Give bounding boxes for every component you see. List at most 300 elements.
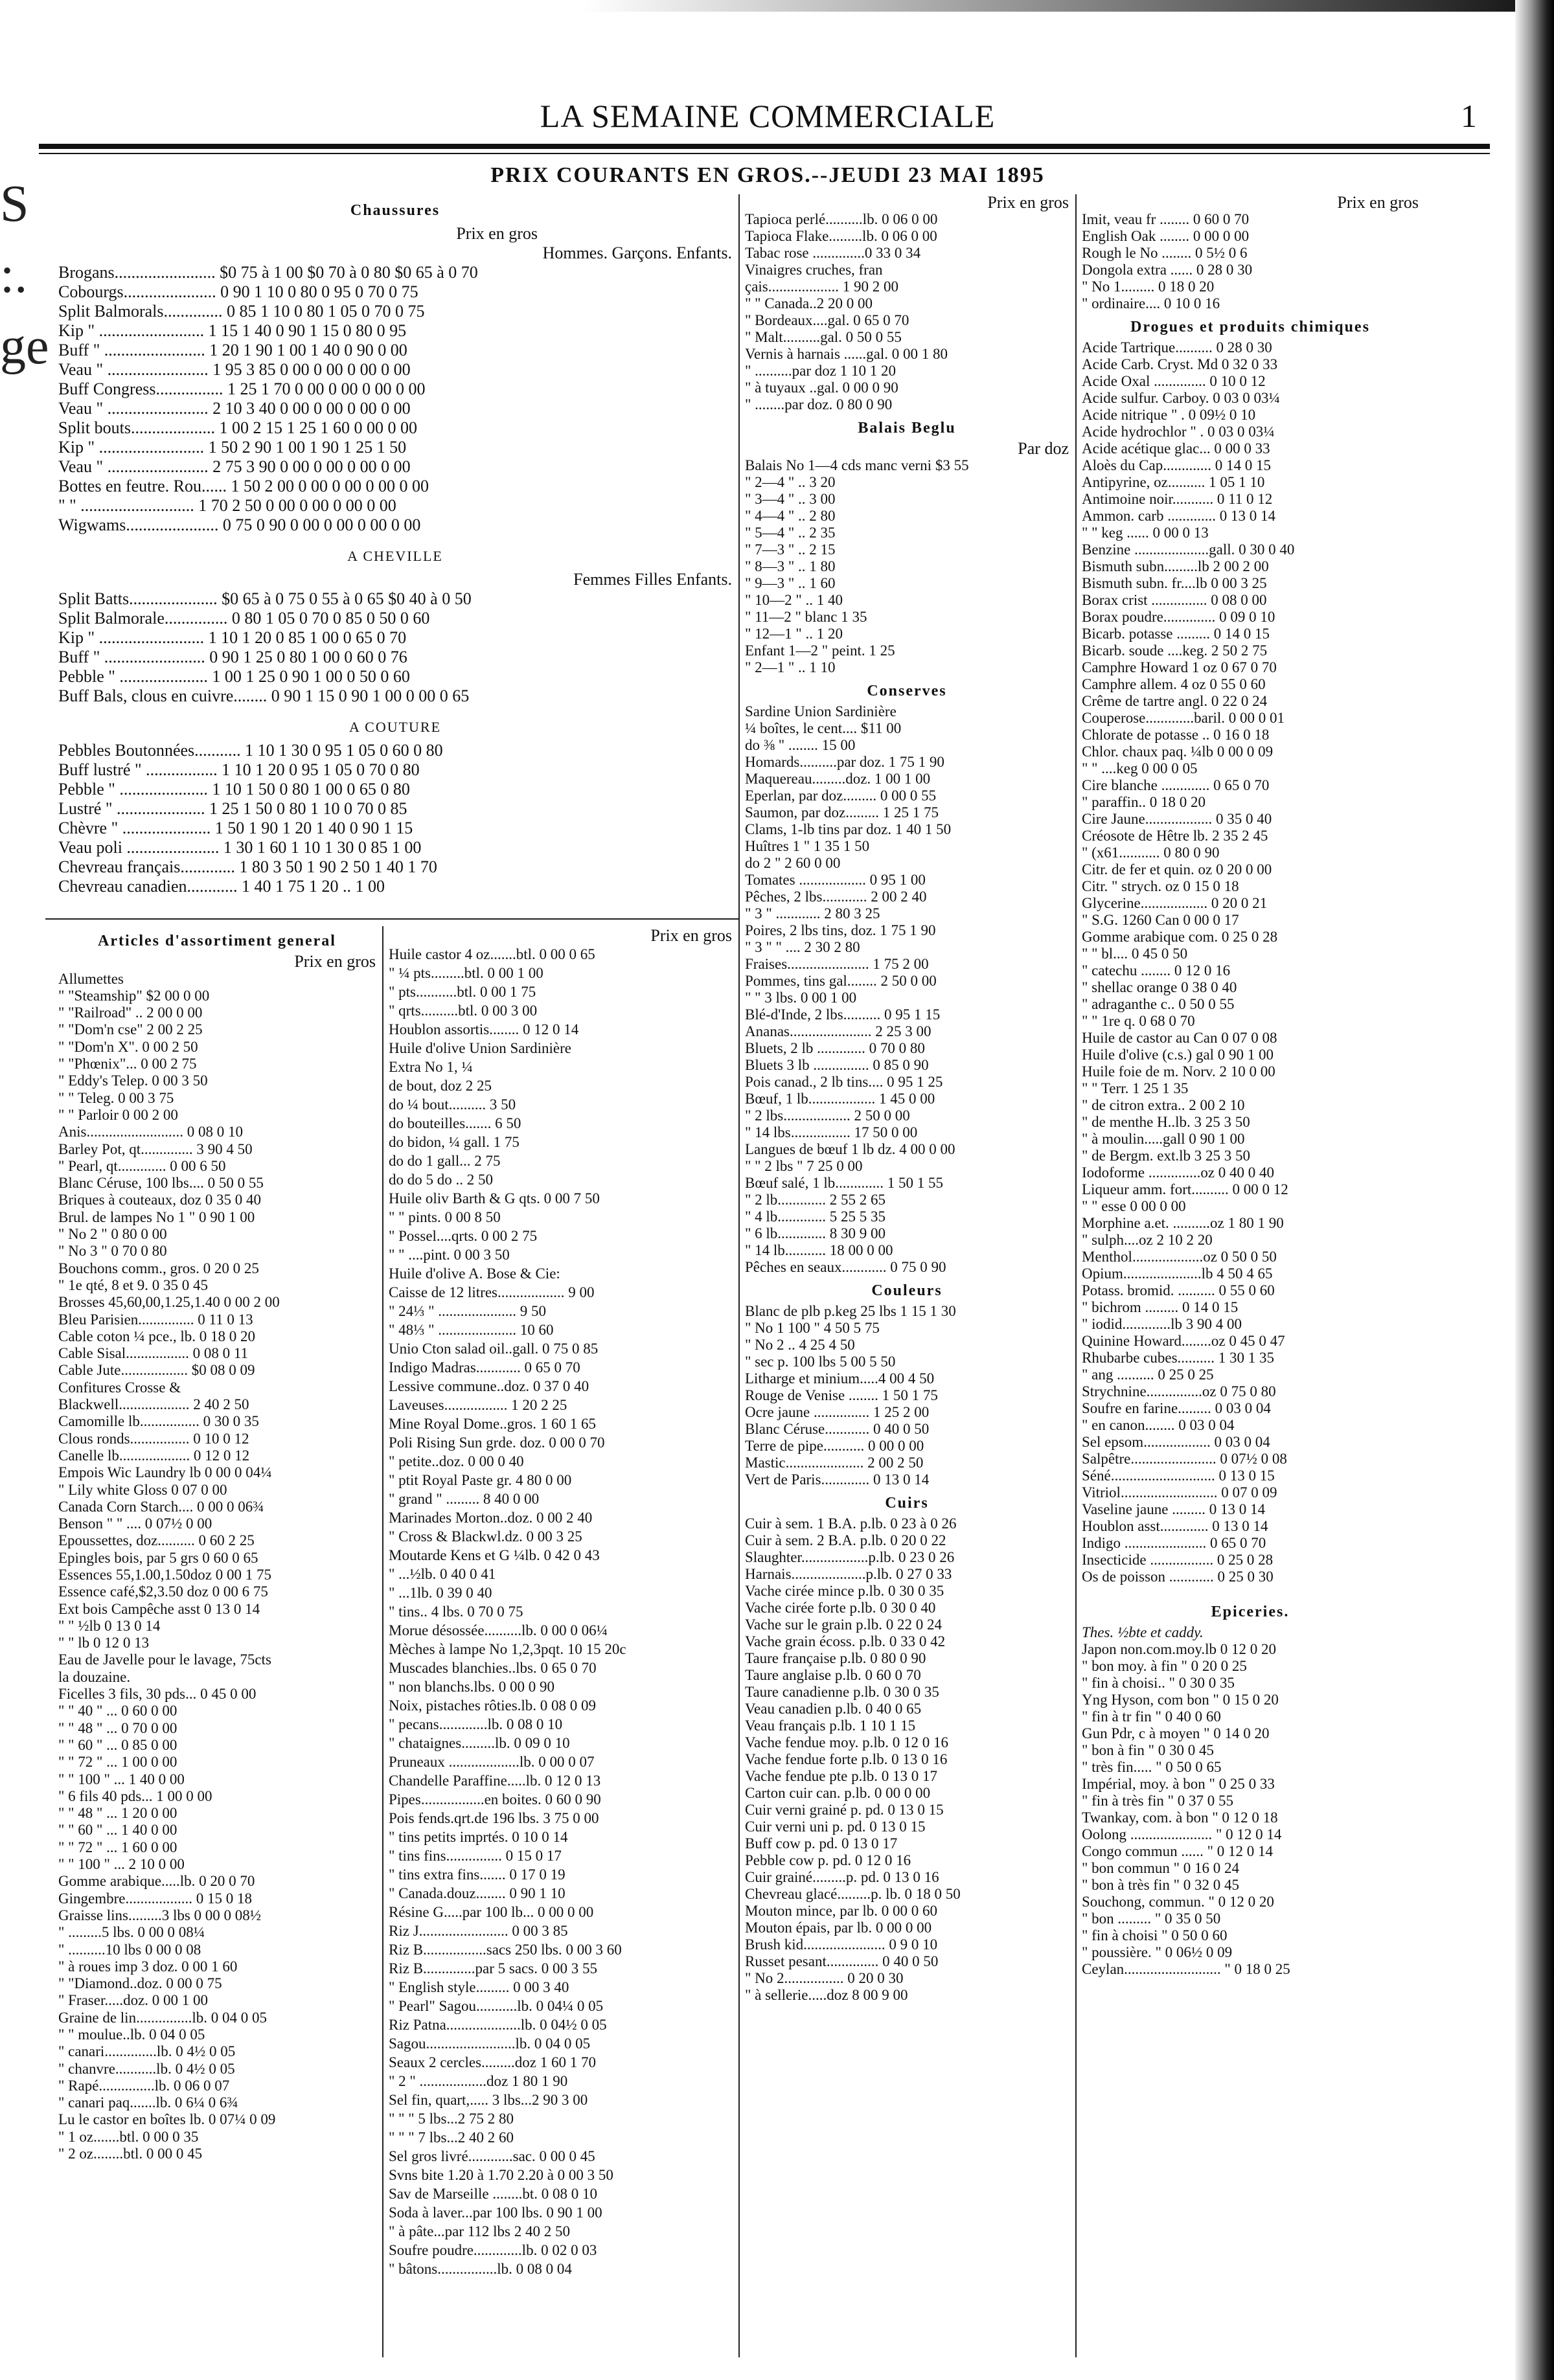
general-price-header: Prix en gros xyxy=(294,952,376,971)
price-row: Gingembre.................. 0 15 0 18 xyxy=(58,1890,252,1907)
price-row: " " 48 " ... 0 70 0 00 xyxy=(58,1719,177,1736)
price-row: " bon commun " 0 16 0 24 xyxy=(1082,1860,1240,1876)
column-divider-1 xyxy=(738,194,740,2357)
price-row: Slaughter..................p.lb. 0 23 0 26 xyxy=(745,1549,955,1565)
price-row: Clams, 1-lb tins par doz. 1 40 1 50 xyxy=(745,821,952,837)
price-row: Veau canadien p.lb. 0 40 0 65 xyxy=(745,1701,922,1717)
price-row: " bichrom ......... 0 14 0 15 xyxy=(1082,1299,1239,1315)
price-row: Bleu Parisien............... 0 11 0 13 xyxy=(58,1311,253,1328)
page-binding-edge xyxy=(1515,0,1554,2380)
price-row: Veau " ........................ 1 95 3 85 0 00 0 00 0 00 0 00 xyxy=(58,360,411,379)
price-row: do do 5 do .. 2 50 xyxy=(389,1172,493,1188)
price-row: Homards..........par doz. 1 75 1 90 xyxy=(745,754,944,770)
header-rule-thick xyxy=(39,144,1490,149)
price-row: " ..........10 lbs 0 00 0 08 xyxy=(58,1941,201,1958)
price-row: " ........par doz. 0 80 0 90 xyxy=(745,396,893,413)
price-row: Glycerine.................. 0 20 0 21 xyxy=(1082,895,1268,911)
price-row: Pebbles Boutonnées........... 1 10 1 30 0 95 1 05 0 60 0 80 xyxy=(58,741,443,760)
price-row: Veau français p.lb. 1 10 1 15 xyxy=(745,1717,916,1734)
price-row: " 4—4 " .. 2 80 xyxy=(745,508,836,524)
price-row: Mouton épais, par lb. 0 00 0 00 xyxy=(745,1920,932,1936)
price-row: Confitures Crosse & xyxy=(58,1379,181,1396)
price-row: " 2 oz........btl. 0 00 0 45 xyxy=(58,2146,203,2162)
price-row: Lessive commune..doz. 0 37 0 40 xyxy=(389,1378,589,1394)
section-title-general: Articles d'assortiment general xyxy=(98,933,336,949)
price-row: " à sellerie.....doz 8 00 9 00 xyxy=(745,1987,908,2003)
price-row: Cuir à sem. 2 B.A. p.lb. 0 20 0 22 xyxy=(745,1532,946,1548)
price-row: " "Dom'n X". 0 00 2 50 xyxy=(58,1038,198,1055)
price-row: " Malt..........gal. 0 50 0 55 xyxy=(745,329,902,345)
price-row: Résine G.....par 100 lb... 0 00 0 00 xyxy=(389,1904,594,1920)
price-row: Yng Hyson, com bon " 0 15 0 20 xyxy=(1082,1692,1279,1708)
section-title-cuirs: Cuirs xyxy=(885,1495,929,1512)
price-row: " shellac orange 0 38 0 40 xyxy=(1082,979,1237,995)
price-row: " .........5 lbs. 0 00 0 08¼ xyxy=(58,1924,205,1941)
price-row: Vert de Paris............. 0 13 0 14 xyxy=(745,1471,930,1488)
col2-rows xyxy=(389,945,732,2278)
price-row: " ptit Royal Paste gr. 4 80 0 00 xyxy=(389,1472,572,1488)
price-row: " (x61........... 0 80 0 90 xyxy=(1082,844,1220,861)
price-row: Chlor. chaux paq. ¼lb 0 00 0 09 xyxy=(1082,743,1274,760)
price-row: " bâtons................lb. 0 08 0 04 xyxy=(389,2261,572,2277)
price-row: Tapioca Flake.........lb. 0 06 0 00 xyxy=(745,228,937,244)
price-row: " chanvre...........lb. 0 4½ 0 05 xyxy=(58,2060,235,2077)
price-row: Japon non.com.moy.lb 0 12 0 20 xyxy=(1082,1641,1277,1657)
price-row: Indigo ...................... 0 65 0 70 xyxy=(1082,1535,1266,1551)
price-row: Rouge de Venise ........ 1 50 1 75 xyxy=(745,1387,938,1403)
price-row: " 3—4 " .. 3 00 xyxy=(745,491,836,507)
price-row: Iodoforme ..............oz 0 40 0 40 xyxy=(1082,1164,1275,1181)
price-row: Mastic..................... 2 00 2 50 xyxy=(745,1455,924,1471)
cheville-rows xyxy=(58,589,732,706)
prices-heading: PRIX COURANTS EN GROS.--JEUDI 23 MAI 1895 xyxy=(490,163,1045,187)
price-row: Moutarde Kens et G ¼lb. 0 42 0 43 xyxy=(389,1547,600,1563)
price-row: Pêches, 2 lbs............ 2 00 2 40 xyxy=(745,889,927,905)
price-row: Enfant 1—2 " peint. 1 25 xyxy=(745,642,895,659)
col3-top-rows xyxy=(745,211,1069,413)
price-row: Brul. de lampes No 1 " 0 90 1 00 xyxy=(58,1208,255,1225)
col4-top-rows xyxy=(1082,211,1419,312)
section-title-shoes: Chaussures xyxy=(350,202,440,219)
price-row: Graisse lins.........3 lbs 0 00 0 08½ xyxy=(58,1907,262,1923)
price-row: " 14 lb........... 18 00 0 00 xyxy=(745,1242,893,1258)
price-row: Benson " " .... 0 07½ 0 00 xyxy=(58,1515,212,1532)
price-row: Borax poudre.............. 0 09 0 10 xyxy=(1082,609,1275,625)
price-row: Pommes, tins gal........ 2 50 0 00 xyxy=(745,973,937,989)
price-row: " "Dom'n cse" 2 00 2 25 xyxy=(58,1021,203,1038)
price-row: " canari..............lb. 0 4½ 0 05 xyxy=(58,2043,236,2060)
price-row: Buff cow p. pd. 0 13 0 17 xyxy=(745,1835,898,1852)
price-row: " " ½lb 0 13 0 14 xyxy=(58,1617,161,1634)
price-row: Impérial, moy. à bon " 0 25 0 33 xyxy=(1082,1776,1275,1792)
price-row: Cable Jute.................. $0 08 0 09 xyxy=(58,1362,255,1379)
price-row: Sel gros livré............sac. 0 00 0 45 xyxy=(389,2148,595,2164)
price-row: " " 40 " ... 0 60 0 00 xyxy=(58,1703,177,1719)
price-row: Taure française p.lb. 0 80 0 90 xyxy=(745,1650,926,1666)
price-row: Bismuth subn.........lb 2 00 2 00 xyxy=(1082,558,1269,574)
price-row: Veau " ........................ 2 75 3 90 0 00 0 00 0 00 0 00 xyxy=(58,457,411,476)
epiceries-subtitle: Thes. ½bte et caddy. xyxy=(1082,1624,1204,1640)
price-row: Cable coton ¼ pce., lb. 0 18 0 20 xyxy=(58,1328,256,1344)
price-row: Saumon, par doz......... 1 25 1 75 xyxy=(745,804,939,821)
price-row: Pebble " ..................... 1 00 1 25 0 90 1 00 0 50 0 60 xyxy=(58,667,410,686)
price-row: Opium.....................lb 4 50 4 65 xyxy=(1082,1265,1273,1282)
price-row: Vinaigres cruches, fran xyxy=(745,262,883,278)
price-row: Menthol...................oz 0 50 0 50 xyxy=(1082,1249,1277,1265)
price-row: Couperose.............baril. 0 00 0 01 xyxy=(1082,710,1285,726)
price-row: Soda à laver...par 100 lbs. 0 90 1 00 xyxy=(389,2204,602,2221)
price-row: Carton cuir can. p.lb. 0 00 0 00 xyxy=(745,1785,931,1801)
price-row: ¼ boîtes, le cent.... $11 00 xyxy=(745,720,902,736)
price-row: Riz J........................ 0 00 3 85 xyxy=(389,1923,568,1939)
price-row: " de menthe H..lb. 3 25 3 50 xyxy=(1082,1114,1250,1130)
price-row: Benzine ....................gall. 0 30 0 40 xyxy=(1082,541,1295,558)
price-row: Caisse de 12 litres.................. 9 00 xyxy=(389,1284,595,1300)
price-row: " fin à très fin " 0 37 0 55 xyxy=(1082,1793,1234,1809)
price-row: " English style......... 0 00 3 40 xyxy=(389,1979,569,1995)
price-row: " en canon........ 0 03 0 04 xyxy=(1082,1417,1235,1433)
price-row: " 9—3 " .. 1 60 xyxy=(745,575,836,591)
price-row: " ¼ pts.........btl. 0 00 1 00 xyxy=(389,965,543,981)
price-row: " Bordeaux....gal. 0 65 0 70 xyxy=(745,312,909,328)
price-row: Chèvre " ..................... 1 50 1 90 1 20 1 40 0 90 1 15 xyxy=(58,819,413,837)
price-row: Soufre en farine......... 0 03 0 04 xyxy=(1082,1400,1271,1416)
price-row: " " 60 " ... 1 40 0 00 xyxy=(58,1822,177,1839)
masthead xyxy=(39,97,1496,136)
scan-edge-artifact xyxy=(583,0,1554,12)
price-row: Antipyrine, oz.......... 1 05 1 10 xyxy=(1082,474,1265,490)
couture-rows xyxy=(58,741,732,896)
cheville-column-header: Femmes Filles Enfants. xyxy=(573,570,732,589)
price-row: Pois canad., 2 lb tins.... 0 95 1 25 xyxy=(745,1074,943,1090)
price-row: Acide acétique glac... 0 00 0 33 xyxy=(1082,440,1270,457)
price-row: " iodid.............lb 3 90 4 00 xyxy=(1082,1316,1242,1332)
price-row: Bicarb. potasse ......... 0 14 0 15 xyxy=(1082,626,1270,642)
price-row: Split Balmorale............... 0 80 1 05 0 70 0 85 0 50 0 60 xyxy=(58,609,430,628)
price-row: Bœuf salé, 1 lb............. 1 50 1 55 xyxy=(745,1175,944,1191)
price-row: Potass. bromid. .......... 0 55 0 60 xyxy=(1082,1282,1275,1298)
price-row: Split Balmorals.............. 0 85 1 10 0 80 1 05 0 70 0 75 xyxy=(58,302,425,321)
price-row: la douzaine. xyxy=(58,1668,131,1685)
price-row: Ficelles 3 fils, 30 pds... 0 45 0 00 xyxy=(58,1686,257,1703)
price-row: Huile foie de m. Norv. 2 10 0 00 xyxy=(1082,1063,1275,1080)
price-row: Veau " ........................ 2 10 3 40 0 00 0 00 0 00 0 00 xyxy=(58,399,411,418)
price-row: Svns bite 1.20 à 1.70 2.20 à 0 00 3 50 xyxy=(389,2167,613,2183)
price-row: Camphre Howard 1 oz 0 67 0 70 xyxy=(1082,659,1277,675)
price-row: " " 100 " ... 2 10 0 00 xyxy=(58,1856,185,1873)
price-row: " de Bergm. ext.lb 3 25 3 50 xyxy=(1082,1148,1251,1164)
price-row: " petite..doz. 0 00 0 40 xyxy=(389,1453,524,1469)
price-row: " catechu ........ 0 12 0 16 xyxy=(1082,962,1231,979)
price-row: " " Canada..2 20 0 00 xyxy=(745,295,873,312)
price-row: Graine de lin...............lb. 0 04 0 05 xyxy=(58,2009,267,2026)
page-number: 1 xyxy=(1461,98,1477,134)
price-row: Citr. de fer et quin. oz 0 20 0 00 xyxy=(1082,861,1272,878)
price-row: Wigwams...................... 0 75 0 90 0 00 0 00 0 00 0 00 xyxy=(58,516,421,534)
price-row: " Canada.douz........ 0 90 1 10 xyxy=(389,1885,566,1901)
conserves-rows xyxy=(745,703,1069,1276)
price-row: Taure anglaise p.lb. 0 60 0 70 xyxy=(745,1667,921,1683)
price-row: " de citron extra.. 2 00 2 10 xyxy=(1082,1097,1245,1113)
price-row: " " 1re q. 0 68 0 70 xyxy=(1082,1013,1195,1029)
price-row: Buff lustré " ................. 1 10 1 20 0 95 1 05 0 70 0 80 xyxy=(58,760,420,779)
col4-price-header: Prix en gros xyxy=(1337,193,1419,212)
price-row: Poires, 2 lbs tins, doz. 1 75 1 90 xyxy=(745,922,936,938)
shoes-price-header: Prix en gros xyxy=(456,224,538,243)
price-row: " " esse 0 00 0 00 xyxy=(1082,1198,1186,1214)
price-row: Riz B..............par 5 sacs. 0 00 3 55 xyxy=(389,1960,597,1977)
price-row: Borax crist ............... 0 08 0 00 xyxy=(1082,592,1267,608)
price-row: Gomme arabique com. 0 25 0 28 xyxy=(1082,929,1278,945)
price-row: " non blanchs.lbs. 0 00 0 90 xyxy=(389,1679,554,1695)
price-row: " pts...........btl. 0 00 1 75 xyxy=(389,984,536,1000)
price-row: Crême de tartre angl. 0 22 0 24 xyxy=(1082,693,1268,709)
left-margin-marks: S :. ge xyxy=(0,176,49,375)
price-row: Ceylan.......................... " 0 18 0 25 xyxy=(1082,1961,1290,1977)
price-row: Vache grain écoss. p.lb. 0 33 0 42 xyxy=(745,1633,946,1649)
price-row: Ammon. carb ............. 0 13 0 14 xyxy=(1082,508,1275,524)
price-row: Ext bois Campêche asst 0 13 0 14 xyxy=(58,1600,260,1617)
price-row: " à roues imp 3 doz. 0 00 1 60 xyxy=(58,1958,238,1975)
section-title-balais: Balais Beglu xyxy=(858,420,956,436)
price-row: " " bl.... 0 45 0 50 xyxy=(1082,946,1188,962)
price-row: Os de poisson ............ 0 25 0 30 xyxy=(1082,1569,1274,1585)
price-row: Riz Patna....................lb. 0 04½ 0 05 xyxy=(389,2017,607,2033)
price-row: do bidon, ¼ gall. 1 75 xyxy=(389,1134,520,1150)
price-row: " " Terr. 1 25 1 35 xyxy=(1082,1080,1189,1096)
price-row: Huile castor 4 oz.......btl. 0 00 0 65 xyxy=(389,946,595,962)
price-row: " grand " ......... 8 40 0 00 xyxy=(389,1491,540,1507)
price-row: " 1e qté, 8 et 9. 0 35 0 45 xyxy=(58,1276,209,1293)
price-row: Souchong, commun. " 0 12 0 20 xyxy=(1082,1894,1274,1910)
price-row: " bon à très fin " 0 32 0 45 xyxy=(1082,1877,1239,1893)
price-row: Oolong ...................... " 0 12 0 14 xyxy=(1082,1826,1282,1842)
price-row: Eau de Javelle pour le lavage, 75cts xyxy=(58,1651,271,1668)
price-row: do 2 " 2 60 0 00 xyxy=(745,855,841,871)
price-row: " "Steamship" $2 00 0 00 xyxy=(58,987,210,1004)
price-row: Blanc Céruse, 100 lbs.... 0 50 0 55 xyxy=(58,1175,264,1192)
price-row: Kip " ......................... 1 10 1 20 0 85 1 00 0 65 0 70 xyxy=(58,628,407,647)
price-row: Cire blanche ............. 0 65 0 70 xyxy=(1082,777,1270,793)
price-row: Marinades Morton..doz. 0 00 2 40 xyxy=(389,1510,593,1526)
price-row: " Pearl" Sagou...........lb. 0 04¼ 0 05 xyxy=(389,1998,604,2014)
price-row: Cable Sisal................. 0 08 0 11 xyxy=(58,1345,249,1362)
price-row: Salpêtre....................... 0 07½ 0 08 xyxy=(1082,1451,1287,1467)
price-row: Bœuf, 1 lb.................. 1 45 0 00 xyxy=(745,1091,935,1107)
price-row: Litharge et minium.....4 00 4 50 xyxy=(745,1370,935,1387)
shoes-rows xyxy=(58,263,732,535)
price-row: Bluets 3 lb ............... 0 85 0 90 xyxy=(745,1057,929,1073)
price-row: " 12—1 " .. 1 20 xyxy=(745,626,843,642)
price-row: Huile de castor au Can 0 07 0 08 xyxy=(1082,1030,1277,1046)
price-row: do bouteilles....... 6 50 xyxy=(389,1115,521,1131)
price-row: Gomme arabique.....lb. 0 20 0 70 xyxy=(58,1873,255,1890)
price-row: " " pints. 0 00 8 50 xyxy=(389,1209,501,1225)
price-row: Huile d'olive A. Bose & Cie: xyxy=(389,1265,560,1282)
price-row: do do 1 gall... 2 75 xyxy=(389,1153,501,1169)
price-row: Unio Cton salad oil..gall. 0 75 0 85 xyxy=(389,1341,599,1357)
price-row: Brosses 45,60,00,1.25,1.40 0 00 2 00 xyxy=(58,1294,280,1311)
price-row: " " 60 " ... 0 85 0 00 xyxy=(58,1736,177,1753)
price-row: " 24⅓ " ..................... 9 50 xyxy=(389,1303,547,1319)
price-row: Morphine a.et. ..........oz 1 80 1 90 xyxy=(1082,1215,1284,1231)
price-row: Houblon assortis........ 0 12 0 14 xyxy=(389,1021,579,1037)
price-row: Houblon asst............. 0 13 0 14 xyxy=(1082,1518,1268,1534)
price-row: " fin à tr fin " 0 40 0 60 xyxy=(1082,1708,1221,1725)
price-row: Huile d'olive (c.s.) gal 0 90 1 00 xyxy=(1082,1047,1274,1063)
column-divider-2 xyxy=(1075,194,1077,2357)
price-row: " "Diamond..doz. 0 00 0 75 xyxy=(58,1975,222,1992)
col3-price-header: Prix en gros xyxy=(987,193,1069,212)
price-row: Acide nitrique " . 0 09½ 0 10 xyxy=(1082,407,1256,423)
price-row: Pebble cow p. pd. 0 12 0 16 xyxy=(745,1852,911,1868)
price-row: " "Railroad" .. 2 00 0 00 xyxy=(58,1004,203,1021)
price-row: Aloès du Cap............. 0 14 0 15 xyxy=(1082,457,1271,473)
price-row: " ordinaire.... 0 10 0 16 xyxy=(1082,295,1220,312)
epiceries-rows xyxy=(1082,1641,1419,1978)
price-row: " 8—3 " .. 1 80 xyxy=(745,558,836,574)
column-groceries xyxy=(745,194,1069,2004)
price-row: Insecticide ................. 0 25 0 28 xyxy=(1082,1552,1274,1568)
price-row: Cuir grainé.........p. pd. 0 13 0 16 xyxy=(745,1869,939,1885)
price-row: Blackwell................... 2 40 2 50 xyxy=(58,1396,249,1413)
price-row: Vache sur le grain p.lb. 0 22 0 24 xyxy=(745,1616,943,1633)
price-row: Gun Pdr, c à moyen " 0 14 0 20 xyxy=(1082,1725,1270,1741)
price-row: " 2—1 " .. 1 10 xyxy=(745,659,836,675)
price-row: Extra No 1, ¼ xyxy=(389,1059,473,1075)
price-row: " " ....pint. 0 00 3 50 xyxy=(389,1247,510,1263)
column-divider-1b xyxy=(382,926,383,2357)
price-row: Ananas...................... 2 25 3 00 xyxy=(745,1023,931,1039)
price-row: Allumettes xyxy=(58,970,124,987)
price-row: Blé-d'Inde, 2 lbs.......... 0 95 1 15 xyxy=(745,1006,941,1023)
col2-price-header: Prix en gros xyxy=(650,926,732,945)
price-row: " 14 lbs................ 17 50 0 00 xyxy=(745,1124,918,1140)
price-row: Acide Oxal .............. 0 10 0 12 xyxy=(1082,373,1266,389)
price-row: Blanc Céruse............ 0 40 0 50 xyxy=(745,1421,930,1437)
price-row: Bluets, 2 lb ............. 0 70 0 80 xyxy=(745,1040,925,1056)
price-row: Kip " ......................... 1 15 1 40 0 90 1 15 0 80 0 95 xyxy=(58,321,407,340)
price-row: Clous ronds................ 0 10 0 12 xyxy=(58,1430,249,1447)
price-row: Vache fendue pte p.lb. 0 13 0 17 xyxy=(745,1768,938,1784)
price-row: " à pâte...par 112 lbs 2 40 2 50 xyxy=(389,2223,571,2239)
price-row: " sulph....oz 2 10 2 20 xyxy=(1082,1232,1213,1248)
price-row: " Eddy's Telep. 0 00 3 50 xyxy=(58,1072,208,1089)
price-row: Noix, pistaches rôties.lb. 0 08 0 09 xyxy=(389,1697,597,1714)
price-row: Huîtres 1 " 1 35 1 50 xyxy=(745,838,870,854)
price-row: " " lb 0 12 0 13 xyxy=(58,1635,150,1651)
subsection-cheville: A CHEVILLE xyxy=(347,548,443,564)
price-row: Chlorate de potasse .. 0 16 0 18 xyxy=(1082,727,1270,743)
price-row: " 1 oz.......btl. 0 00 0 35 xyxy=(58,2128,199,2145)
price-row: " No 3 " 0 70 0 80 xyxy=(58,1243,167,1260)
price-row: " tins petits imprtés. 0 10 0 14 xyxy=(389,1829,568,1845)
price-row: " 2—4 " .. 3 20 xyxy=(745,474,836,490)
price-row: " 11—2 " blanc 1 35 xyxy=(745,609,867,625)
price-row: Empois Wic Laundry lb 0 00 0 04¼ xyxy=(58,1464,272,1481)
price-row: " adraganthe c.. 0 50 0 55 xyxy=(1082,996,1235,1012)
price-row: " " 3 lbs. 0 00 1 00 xyxy=(745,990,857,1006)
section-divider-col1 xyxy=(45,918,738,920)
price-row: " " keg ...... 0 00 0 13 xyxy=(1082,525,1209,541)
price-row: Cuir verni uni p. pd. 0 13 0 15 xyxy=(745,1819,926,1835)
price-row: Huile d'olive Union Sardinière xyxy=(389,1040,571,1056)
price-row: " bon à fin " 0 30 0 45 xyxy=(1082,1742,1215,1758)
price-row: " canari paq.......lb. 0 6¼ 0 6¾ xyxy=(58,2094,238,2111)
price-row: " tins extra fins....... 0 17 0 19 xyxy=(389,1866,566,1883)
price-row: Congo commun ...... " 0 12 0 14 xyxy=(1082,1843,1273,1859)
price-row: Pruneaux ...................lb. 0 00 0 07 xyxy=(389,1754,595,1770)
price-row: Vache fendue forte p.lb. 0 13 0 16 xyxy=(745,1751,948,1767)
price-row: Vaseline jaune ......... 0 13 0 14 xyxy=(1082,1501,1265,1517)
price-row: " 2 lb............. 2 55 2 65 xyxy=(745,1192,886,1208)
column-oils-misc xyxy=(389,926,732,2278)
price-row: " 7—3 " .. 2 15 xyxy=(745,541,836,558)
price-row: " très fin..... " 0 50 0 65 xyxy=(1082,1759,1222,1775)
price-row: Mèches à lampe No 1,2,3pqt. 10 15 20c xyxy=(389,1641,626,1657)
price-row: Chevreau canadien............ 1 40 1 75 1 20 .. 1 00 xyxy=(58,877,385,896)
price-row: Pipes.................en boites. 0 60 0 90 xyxy=(389,1791,601,1808)
price-row: Essence café,$2,3.50 doz 0 00 6 75 xyxy=(58,1583,268,1600)
price-row: Anis.......................... 0 08 0 10 xyxy=(58,1124,243,1140)
price-row: Vitriol.......................... 0 07 0 09 xyxy=(1082,1484,1277,1501)
price-row: " " 48 " ... 1 20 0 00 xyxy=(58,1805,177,1822)
price-row: Tapioca perlé..........lb. 0 06 0 00 xyxy=(745,211,938,227)
general-rows xyxy=(58,971,376,2163)
price-row: Séné............................ 0 13 0 15 xyxy=(1082,1468,1275,1484)
price-row: " 5—4 " .. 2 35 xyxy=(745,525,836,541)
section-title-epiceries: Epiceries. xyxy=(1211,1604,1290,1620)
price-row: " ...½lb. 0 40 0 41 xyxy=(389,1566,496,1582)
price-row: Sav de Marseille ........bt. 0 08 0 10 xyxy=(389,2186,597,2202)
price-row: " " 72 " ... 1 60 0 00 xyxy=(58,1839,177,1855)
price-row: Eperlan, par doz......... 0 00 0 55 xyxy=(745,788,937,804)
price-row: " sec p. 100 lbs 5 00 5 50 xyxy=(745,1354,896,1370)
price-row: Bicarb. soude ....keg. 2 50 2 75 xyxy=(1082,642,1268,659)
price-row: " No 2 .. 4 25 4 50 xyxy=(745,1337,855,1353)
shoes-column-header: Hommes. Garçons. Enfants. xyxy=(542,244,732,262)
price-row: " ang .......... 0 25 0 25 xyxy=(1082,1366,1214,1383)
price-row: Lustré " ..................... 1 25 1 50 0 80 1 10 0 70 0 85 xyxy=(58,799,407,818)
price-row: Strychnine...............oz 0 75 0 80 xyxy=(1082,1383,1276,1400)
header-rule-thin xyxy=(39,153,1490,154)
price-row: Buff " ........................ 1 20 1 90 1 00 1 40 0 90 0 00 xyxy=(58,341,407,359)
balais-header: Par doz xyxy=(1018,439,1069,458)
price-row: Tomates .................. 0 95 1 00 xyxy=(745,872,926,888)
price-row: " " " 5 lbs...2 75 2 80 xyxy=(389,2111,514,2127)
price-row: Chevreau glacé.........p. lb. 0 18 0 50 xyxy=(745,1886,961,1902)
price-row: " No 2 " 0 80 0 00 xyxy=(58,1226,167,1243)
price-row: Bottes en feutre. Rou...... 1 50 2 00 0 00 0 00 0 00 0 00 xyxy=(58,477,429,495)
price-row: Bouchons comm., gros. 0 20 0 25 xyxy=(58,1260,259,1276)
cuirs-rows xyxy=(745,1515,1069,2004)
price-row: " 2 lbs.................. 2 50 0 00 xyxy=(745,1107,910,1124)
price-row: Vernis à harnais ......gal. 0 00 1 80 xyxy=(745,346,948,362)
column-drugs-teas xyxy=(1082,194,1419,1978)
price-row: " " 72 " ... 1 00 0 00 xyxy=(58,1754,177,1771)
price-row: Sel epsom.................. 0 03 0 04 xyxy=(1082,1434,1270,1450)
price-row: " fin à choisi.. " 0 30 0 35 xyxy=(1082,1675,1235,1691)
price-row: Epingles bois, par 5 grs 0 60 0 65 xyxy=(58,1549,258,1566)
price-row: Cire Jaune.................. 0 35 0 40 xyxy=(1082,811,1272,827)
price-row: Rough le No ........ 0 5½ 0 6 xyxy=(1082,245,1248,261)
price-row: Antimoine noir........... 0 11 0 12 xyxy=(1082,491,1273,507)
price-row: Barley Pot, qt.............. 3 90 4 50 xyxy=(58,1140,253,1157)
price-row: " ..........par doz 1 10 1 20 xyxy=(745,363,896,379)
price-row: Sardine Union Sardinière xyxy=(745,703,897,720)
price-row: Buff Bals, clous en cuivre........ 0 90 1 15 0 90 1 00 0 00 0 65 xyxy=(58,686,470,705)
price-row: Cuir à sem. 1 B.A. p.lb. 0 23 à 0 26 xyxy=(745,1515,957,1532)
